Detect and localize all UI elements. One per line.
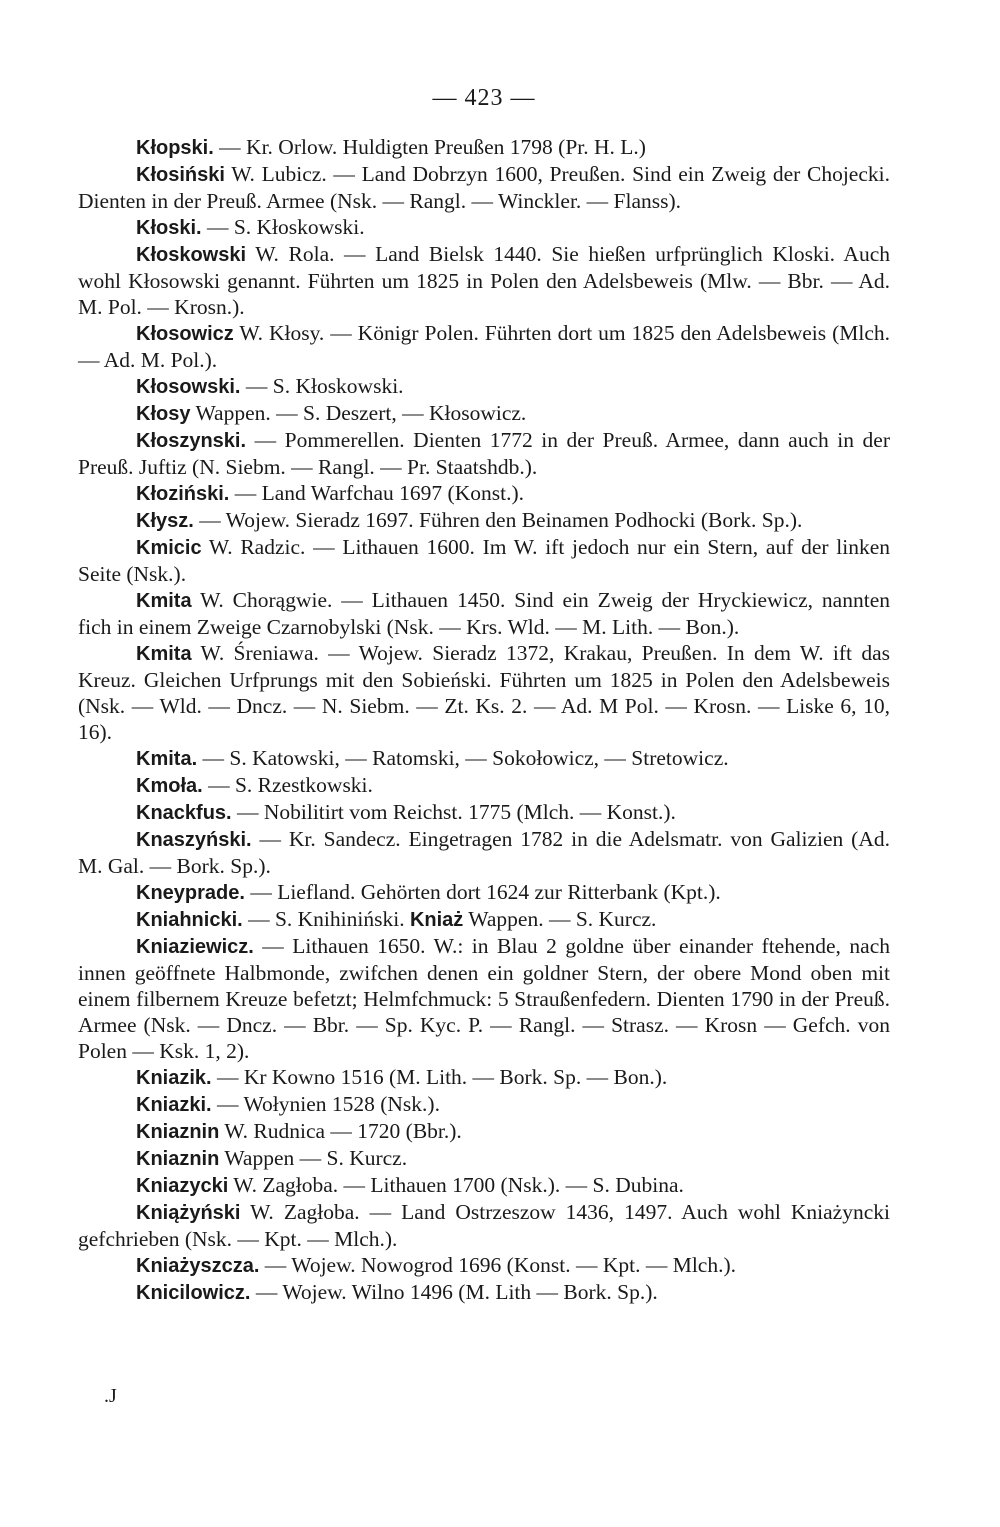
entry xyxy=(78,400,890,427)
entry-headword: Kniazycki xyxy=(136,1175,229,1197)
entry-text: — Kr Kowno 1516 (M. Lith. — Bork. Sp. — Bon.). xyxy=(211,1065,668,1089)
entry-text: — Pommerellen. Dienten 1772 in der Preuß. Armee, dann auch in der Preuß. Juftiz (N. Siebm. — Rangl. — Pr. Staatshdb.). xyxy=(78,428,890,479)
entry-text: — Wojew. Wilno 1496 (M. Lith — Bork. Sp.). xyxy=(250,1280,658,1304)
entry-text: W. Kłosy. — Königr Polen. Führten dort um 1825 den Adelsbeweis (Mlch. — Ad. M. Pol.). xyxy=(78,321,890,372)
entry-headword: Kłoski. xyxy=(136,217,202,239)
entry xyxy=(78,933,890,1064)
entry xyxy=(78,640,890,745)
entry xyxy=(78,1172,890,1199)
entry-text: — Nobilitirt vom Reichst. 1775 (Mlch. — Konst.). xyxy=(231,800,676,824)
entry xyxy=(78,745,890,772)
entry-text: Wappen. — S. Kurcz. xyxy=(463,907,657,931)
entry xyxy=(78,1118,890,1145)
entry-text: — Kr. Sandecz. Eingetragen 1782 in die Adelsmatr. von Galizien (Ad. M. Gal. — Bork. Sp.). xyxy=(78,827,890,878)
entry xyxy=(78,507,890,534)
entry xyxy=(78,241,890,320)
entry-text: — Lithauen 1650. W.: in Blau 2 goldne über einander ftehende, nach innen geöffnete Halbmonde, zwifchen denen ein goldner Stern, der obere Mond oben mit einem filbernem Kreuze befetzt; Helmfchmuck: 5 Straußenfedern. Dienten 1790 in der Preuß. Armee (Nsk. — Dncz. — Bbr. — Sp. Kyc. P. — Rangl. — Strasz. — Krosn — Gefch. von Polen — Ksk. 1, 2). xyxy=(78,934,890,1063)
entry-text: — S. Kłoskowski. xyxy=(240,374,404,398)
entry xyxy=(78,161,890,214)
entry-text: W. Chorągwie. — Lithauen 1450. Sind ein Zweig der Hryckiewicz, nannten fich in einem Zweige Czarnobylski (Nsk. — Krs. Wld. — M. Lith. — Bon.). xyxy=(78,588,890,639)
entry-text: — Kr. Orlow. Huldigten Preußen 1798 (Pr. H. L.) xyxy=(213,135,646,159)
entry-headword: Kniaż xyxy=(409,909,464,931)
entry-headword: Kłosy xyxy=(136,403,191,425)
entry-text: W. Zagłoba. — Lithauen 1700 (Nsk.). — S. Dubina. xyxy=(228,1173,684,1197)
entry-headword: Kniazik. xyxy=(136,1067,212,1089)
entry-headword: Kłopski. xyxy=(136,137,214,159)
entry-text: W. Rola. — Land Bielsk 1440. Sie hießen urfprünglich Kloski. Auch wohl Kłosowski genannt. Führten um 1825 in Polen den Adelsbeweis (Mlw. — Bbr. — Ad. M. Pol. — Krosn.). xyxy=(78,242,890,319)
margin-mark: .J xyxy=(104,1385,117,1407)
entry-headword: Knicilowicz. xyxy=(136,1282,251,1304)
entry xyxy=(78,1279,890,1306)
entry-headword: Kniazki. xyxy=(136,1094,212,1116)
entry xyxy=(78,480,890,507)
entry-headword: Kłosowski. xyxy=(136,376,241,398)
entry-headword: Kniahnicki. xyxy=(136,909,243,931)
entry-text: — Liefland. Gehörten dort 1624 zur Ritterbank (Kpt.). xyxy=(244,880,721,904)
entry-headword: Kłosiński xyxy=(136,164,225,186)
entry-headword: Kłoszynski. xyxy=(136,430,247,452)
entry-text: — Wojew. Sieradz 1697. Führen den Beinamen Podhocki (Bork. Sp.). xyxy=(193,508,803,532)
entry-headword: Knaszyński. xyxy=(136,829,252,851)
entry xyxy=(78,534,890,587)
entry-text: — Land Warfchau 1697 (Konst.). xyxy=(229,481,524,505)
entry-text: W. Radzic. — Lithauen 1600. Im W. ift jedoch nur ein Stern, auf der linken Seite (Nsk.). xyxy=(78,535,890,586)
entry-text: W. Lubicz. — Land Dobrzyn 1600, Preußen. Sind ein Zweig der Chojecki. Dienten in der Preuß. Armee (Nsk. — Rangl. — Winckler. — Flanss). xyxy=(78,162,890,213)
entry-text: — S. Kłoskowski. xyxy=(201,215,365,239)
entry-headword: Kniaznin xyxy=(136,1121,220,1143)
entry-headword: Kłysz. xyxy=(136,510,194,532)
entry-list xyxy=(78,134,890,1306)
entry-text: Wappen. — S. Deszert, — Kłosowicz. xyxy=(190,401,527,425)
entry-text: — Wołynien 1528 (Nsk.). xyxy=(211,1092,440,1116)
entry-headword: Kłoziński. xyxy=(136,483,230,505)
entry-headword: Knackfus. xyxy=(136,802,232,824)
entry xyxy=(78,1199,890,1252)
entry xyxy=(78,320,890,373)
entry-text: W. Rudnica — 1720 (Bbr.). xyxy=(219,1119,462,1143)
entry-headword: Kmita xyxy=(136,643,192,665)
entry xyxy=(78,1064,890,1091)
entry-text: — S. Rzestkowski. xyxy=(202,773,373,797)
entry-headword: Kniaznin xyxy=(136,1148,220,1170)
entry xyxy=(78,373,890,400)
entry-headword: Kmita. xyxy=(136,748,198,770)
page-number: — 423 — xyxy=(432,85,536,111)
entry xyxy=(78,1145,890,1172)
entry-text: — S. Knihiniński. xyxy=(242,907,405,931)
entry-headword: Kniażyszcza. xyxy=(136,1255,260,1277)
entry xyxy=(78,1252,890,1279)
entry xyxy=(78,134,890,161)
entry xyxy=(78,906,890,933)
entry-headword: Kłoskowski xyxy=(136,244,247,266)
document-page xyxy=(78,84,890,1306)
entry xyxy=(78,1091,890,1118)
entry-text: Wappen — S. Kurcz. xyxy=(219,1146,408,1170)
entry xyxy=(78,879,890,906)
entry-headword: Kłosowicz xyxy=(136,323,234,345)
entry-headword: Kmoła. xyxy=(136,775,203,797)
entry-headword: Kniążyński xyxy=(136,1202,241,1224)
entry xyxy=(78,799,890,826)
entry-text: W. Śreniawa. — Wojew. Sieradz 1372, Krakau, Preußen. In dem W. ift das Kreuz. Gleichen Urfprungs mit den Sobieński. Führten um 1825 in Polen den Adelsbeweis (Nsk. — Wld. — Dncz. — N. Siebm. — Zt. Ks. 2. — Ad. M Pol. — Krosn. — Liske 6, 10, 16). xyxy=(78,641,890,744)
entry-headword: Kniaziewicz. xyxy=(136,936,254,958)
entry xyxy=(78,587,890,640)
entry xyxy=(78,214,890,241)
entry-text: — Wojew. Nowogrod 1696 (Konst. — Kpt. — Mlch.). xyxy=(259,1253,737,1277)
entry xyxy=(78,427,890,480)
entry-text: — S. Katowski, — Ratomski, — Sokołowicz, — Stretowicz. xyxy=(197,746,729,770)
entry-headword: Kmicic xyxy=(136,537,202,559)
entry xyxy=(78,826,890,879)
entry-headword: Kmita xyxy=(136,590,192,612)
entry-headword: Kneyprade. xyxy=(136,882,245,904)
entry xyxy=(78,772,890,799)
entry-text: W. Zagłoba. — Land Ostrzeszow 1436, 1497. Auch wohl Kniażyncki gefchrieben (Nsk. — Kpt. — Mlch.). xyxy=(78,1200,890,1251)
